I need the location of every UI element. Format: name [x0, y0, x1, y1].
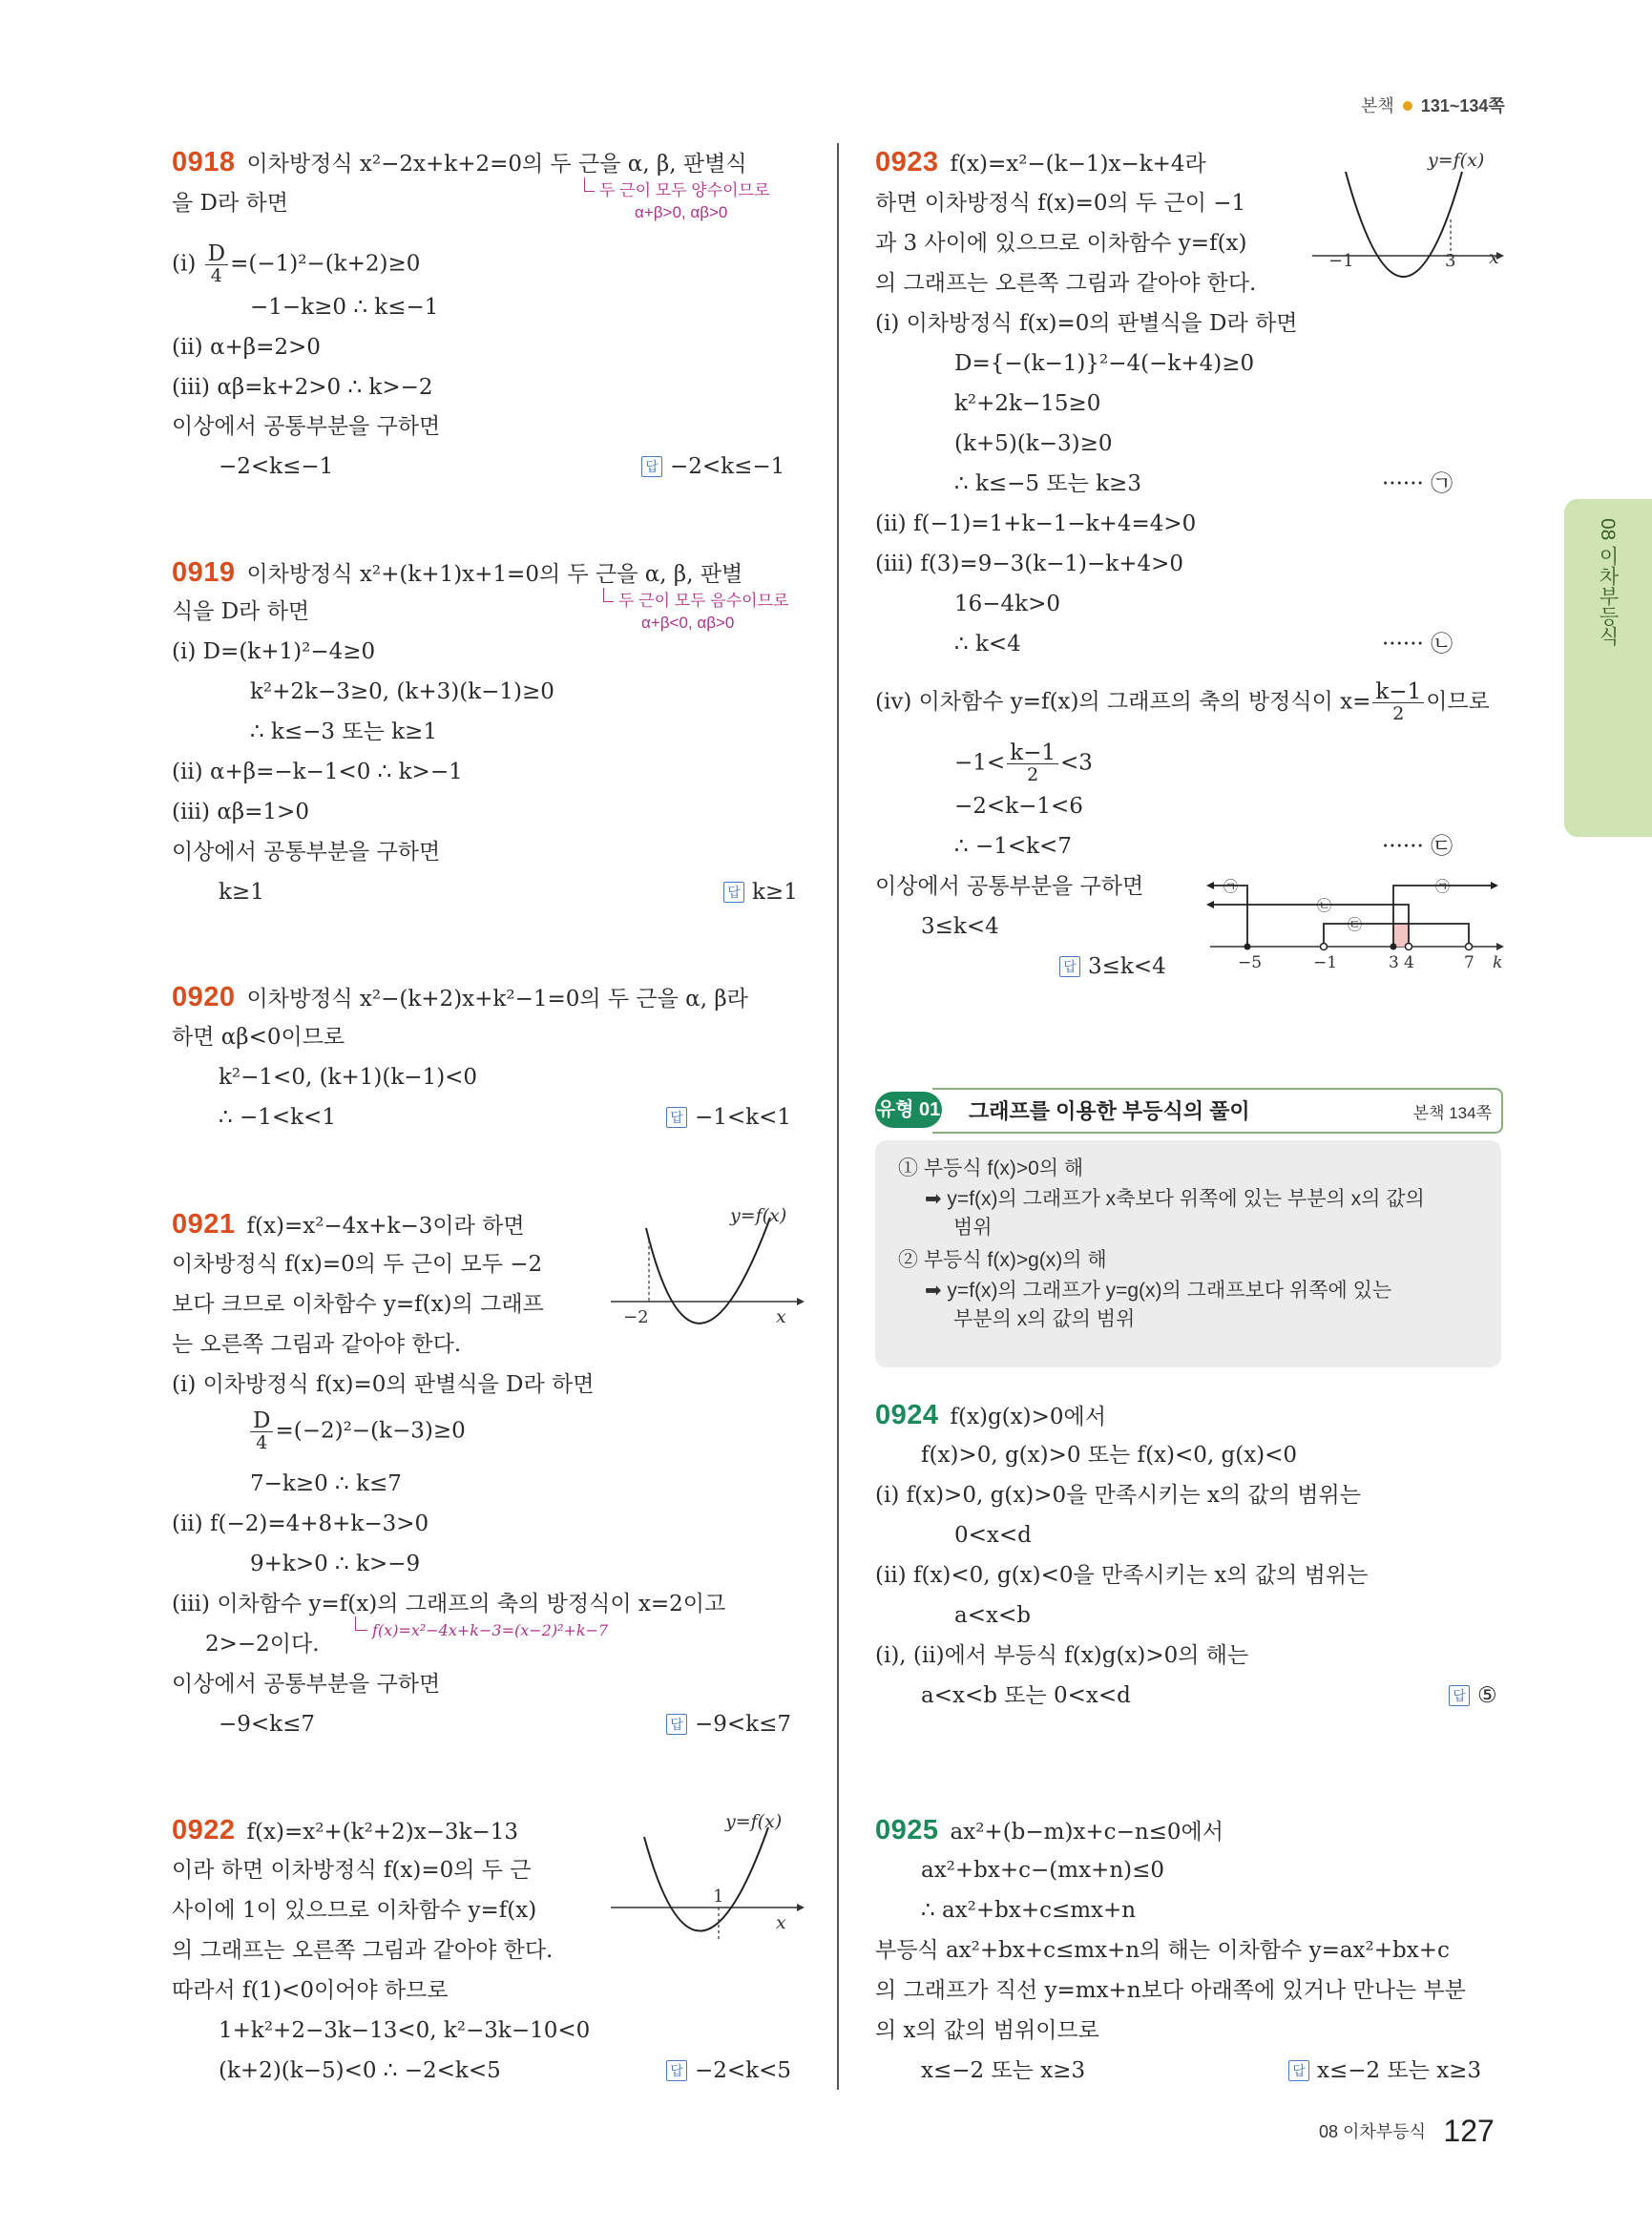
graph-x-label: x — [1489, 247, 1499, 268]
margin-note: α+β>0, αβ>0 — [635, 203, 728, 221]
line: 하면 이차방정식 f(x)=0의 두 근이 −1 — [875, 191, 1246, 216]
concept-box — [875, 1140, 1501, 1367]
number-line-diagram — [1204, 868, 1510, 973]
open-point — [1466, 944, 1473, 950]
axis-arrow-icon — [1496, 943, 1504, 950]
parabola-curve — [644, 1827, 768, 1931]
page-footer — [1319, 2114, 1495, 2149]
line: k²+2k−15≥0 — [954, 391, 1101, 416]
note-bracket — [584, 177, 595, 192]
range-arrow-icon — [1491, 882, 1498, 889]
tick-label: 7 — [1464, 953, 1474, 972]
concept-item: ② 부등식 f(x)>g(x)의 해 — [898, 1249, 1107, 1271]
line: 이상에서 공통부분을 구하면 — [875, 874, 1144, 899]
graph-tick-label: 3 — [1445, 251, 1456, 271]
line: ∴ k≤−3 또는 k≥1 — [250, 719, 437, 744]
problem-number: 0919 — [172, 557, 236, 588]
range-label: ㉢ — [1348, 916, 1363, 933]
page-number: 127 — [1443, 2114, 1495, 2148]
line: 2>−2이다. — [205, 1632, 320, 1657]
line: ∴ k<4 — [954, 632, 1021, 657]
open-point — [1406, 944, 1412, 950]
type-header — [875, 1088, 1501, 1132]
margin-note: f(x)=x²−4x+k−3=(x−2)²+k−7 — [372, 1621, 609, 1639]
line: D={−(k−1)}²−4(−k+4)≥0 — [954, 351, 1255, 376]
concept-detail: 범위 — [953, 1217, 993, 1239]
line: 7−k≥0 ∴ k≤7 — [250, 1471, 402, 1496]
line: 는 오른쪽 그림과 같아야 한다. — [172, 1332, 462, 1357]
ref-prefix: 본책 — [1361, 96, 1394, 115]
parabola-curve — [646, 1218, 770, 1324]
line: ax²+(b−m)x+c−n≤0에서 — [950, 1820, 1223, 1845]
graph-y-label: y=f(x) — [1428, 150, 1485, 171]
concept-detail: ➡ y=f(x)의 그래프가 y=g(x)의 그래프보다 위쪽에 있는 — [925, 1280, 1392, 1302]
tick-label: 3 — [1389, 953, 1399, 972]
type-title: 그래프를 이용한 부등식의 풀이 — [969, 1099, 1250, 1123]
line: ∴ −1<k<1 — [219, 1105, 336, 1130]
line: 의 그래프는 오른쪽 그림과 같아야 한다. — [172, 1938, 554, 1963]
answer-icon: 답 — [1288, 2060, 1309, 2081]
type-badge: 유형 01 — [875, 1092, 942, 1128]
line: (i) f(x)>0, g(x)>0을 만족시키는 x의 값의 범위는 — [875, 1483, 1361, 1508]
concept-item: ① 부등식 f(x)>0의 해 — [898, 1157, 1084, 1179]
line: 이상에서 공통부분을 구하면 — [172, 1672, 441, 1697]
line: (i) D=(k+1)²−4≥0 — [172, 639, 376, 664]
answer-icon: 답 — [641, 456, 662, 477]
line: (k+2)(k−5)<0 ∴ −2<k<5 — [219, 2058, 501, 2083]
range-label: ㉡ — [1317, 897, 1332, 914]
graph-tick-label: −1 — [1328, 251, 1354, 271]
answer-icon: 답 — [1449, 1685, 1470, 1706]
tick-label: k — [1493, 953, 1503, 972]
line: 따라서 f(1)<0이어야 하므로 — [172, 1978, 449, 2003]
line: 이차방정식 f(x)=0의 두 근이 모두 −2 — [172, 1252, 543, 1277]
line: k²−1<0, (k+1)(k−1)<0 — [219, 1065, 478, 1090]
problem-number: 0922 — [172, 1815, 236, 1845]
line: f(x)=x²−4x+k−3이라 하면 — [246, 1214, 525, 1239]
line: 이상에서 공통부분을 구하면 — [172, 414, 441, 439]
line: (iii) αβ=1>0 — [172, 800, 309, 824]
fraction: D 4 — [205, 243, 228, 286]
line: (i), (ii)에서 부등식 f(x)g(x)>0의 해는 — [875, 1643, 1249, 1668]
line: 사이에 1이 있으므로 이차함수 y=f(x) — [172, 1898, 537, 1923]
problem-number: 0923 — [875, 147, 939, 177]
line: (iii) 이차함수 y=f(x)의 그래프의 축의 방정식이 x=2이고 — [172, 1592, 726, 1616]
line: 이차방정식 x²−(k+2)x+k²−1=0의 두 근을 α, β라 — [246, 987, 748, 1011]
answer: 답 −1<k<1 — [666, 1103, 791, 1132]
problem-number: 0920 — [172, 982, 236, 1012]
answer-icon: 답 — [666, 2060, 687, 2081]
line: k²+2k−3≥0, (k+3)(k−1)≥0 — [250, 679, 554, 704]
graph-tick-label: −2 — [623, 1307, 649, 1327]
x-axis-arrow-icon — [797, 1298, 805, 1305]
line: ∴ k≤−5 또는 k≥3 — [954, 471, 1141, 496]
line: (k+5)(k−3)≥0 — [954, 431, 1113, 456]
line: f(x)=x²+(k²+2)x−3k−13 — [246, 1820, 519, 1845]
marker: ······ ㉢ — [1382, 834, 1453, 859]
problem-number: 0921 — [172, 1209, 236, 1240]
line: 과 3 사이에 있으므로 이차함수 y=f(x) — [875, 231, 1247, 256]
line: 보다 크므로 이차함수 y=f(x)의 그래프 — [172, 1292, 544, 1317]
open-point — [1321, 944, 1328, 950]
parabola-graph-0923 — [1307, 143, 1508, 296]
line: 이라 하면 이차방정식 f(x)=0의 두 근 — [172, 1858, 532, 1883]
line: 이상에서 공통부분을 구하면 — [172, 840, 441, 865]
line: 의 x의 값의 범위이므로 — [875, 2018, 1099, 2043]
line: −1−k≥0 ∴ k≤−1 — [250, 295, 439, 320]
graph-x-label: x — [776, 1306, 786, 1327]
x-axis-arrow-icon — [797, 1904, 805, 1911]
line: (ii) α+β=2>0 — [172, 335, 321, 360]
line: 부등식 ax²+bx+c≤mx+n의 해는 이차함수 y=ax²+bx+c — [875, 1938, 1450, 1963]
line: 16−4k>0 — [954, 592, 1061, 616]
graph-y-label: y=f(x) — [725, 1811, 783, 1832]
answer: 답 ⑤ — [1449, 1681, 1497, 1710]
tick-label: 4 — [1404, 953, 1414, 972]
page-reference — [1361, 93, 1505, 117]
graph-tick-label: 1 — [713, 1887, 724, 1907]
line: a<x<b — [954, 1603, 1031, 1628]
closed-point — [1244, 944, 1251, 950]
column-divider — [837, 143, 839, 2090]
line: 1+k²+2−3k−13<0, k²−3k−10<0 — [219, 2018, 591, 2043]
line: 하면 αβ<0이므로 — [172, 1025, 345, 1050]
line: 의 그래프가 직선 y=mx+n보다 아래쪽에 있거나 만나는 부분 — [875, 1978, 1466, 2003]
answer-icon: 답 — [666, 1714, 687, 1735]
concept-detail: 부분의 x의 값의 범위 — [953, 1308, 1136, 1330]
line: 이차방정식 x²−2x+k+2=0의 두 근을 α, β, 판별식 — [246, 152, 747, 177]
tick-label: −5 — [1238, 953, 1263, 972]
line: a<x<b 또는 0<x<d — [921, 1683, 1131, 1708]
line: f(x)>0, g(x)>0 또는 f(x)<0, g(x)<0 — [921, 1443, 1298, 1468]
line: k≥1 — [219, 880, 264, 905]
line: 3≤k<4 — [921, 914, 999, 939]
line: (ii) f(x)<0, g(x)<0을 만족시키는 x의 값의 범위는 — [875, 1563, 1369, 1588]
problem-number: 0924 — [875, 1400, 939, 1430]
concept-detail: ➡ y=f(x)의 그래프가 x축보다 위쪽에 있는 부분의 x의 값의 — [925, 1188, 1425, 1210]
margin-note: 두 근이 모두 양수이므로 — [599, 181, 770, 199]
line: (i) 이차방정식 f(x)=0의 판별식을 D라 하면 — [875, 311, 1298, 336]
line: ∴ −1<k<7 — [954, 834, 1072, 859]
range-line-b — [1214, 905, 1409, 947]
footer-chapter: 08 이차부등식 — [1319, 2122, 1426, 2141]
problem-number: 0925 — [875, 1815, 939, 1845]
line: −2<k−1<6 — [954, 794, 1083, 819]
line: (iii) f(3)=9−3(k−1)−k+4>0 — [875, 552, 1184, 576]
line: ax²+bx+c−(mx+n)≤0 — [921, 1858, 1165, 1883]
fraction: k−1 2 — [1372, 681, 1424, 724]
range-label: ㉠ — [1223, 878, 1239, 895]
ref-pages: 131~134쪽 — [1420, 96, 1505, 115]
note-bracket — [603, 588, 614, 602]
answer: 답 −9<k≤7 — [666, 1710, 791, 1739]
line: (i) 이차방정식 f(x)=0의 판별식을 D라 하면 — [172, 1372, 595, 1397]
chapter-side-tab — [1564, 499, 1652, 837]
line: −9<k≤7 — [219, 1712, 316, 1737]
line: (ii) f(−1)=1+k−1−k+4=4>0 — [875, 511, 1197, 536]
line: x≤−2 또는 x≥3 — [921, 2058, 1086, 2083]
answer-icon: 답 — [723, 882, 744, 903]
line: (ii) f(−2)=4+8+k−3>0 — [172, 1512, 429, 1536]
answer: 답 −2<k<5 — [666, 2056, 791, 2085]
line: f(x)g(x)>0에서 — [950, 1405, 1106, 1429]
line: 의 그래프는 오른쪽 그림과 같아야 한다. — [875, 271, 1257, 296]
range-label: ㉠ — [1435, 878, 1451, 895]
answer: 답 x≤−2 또는 x≥3 — [1288, 2056, 1481, 2085]
line: 9+k>0 ∴ k>−9 — [250, 1552, 421, 1576]
answer: 답 −2<k≤−1 — [641, 452, 784, 481]
answer-icon: 답 — [1059, 956, 1080, 977]
answer: 답 k≥1 — [723, 878, 798, 907]
solution-region — [1393, 924, 1409, 947]
marker: ······ ㉡ — [1382, 632, 1453, 657]
fraction: k−1 2 — [1007, 742, 1058, 785]
marker: ······ ㉠ — [1382, 471, 1453, 496]
line: 이차방정식 x²+(k+1)x+1=0의 두 근을 α, β, 판별 — [246, 562, 743, 587]
closed-point — [1391, 944, 1397, 950]
graph-y-label: y=f(x) — [730, 1205, 787, 1226]
chapter-tab-label: 08 이차부등식 — [1597, 518, 1619, 647]
line: −2<k≤−1 — [219, 454, 334, 479]
graph-x-label: x — [776, 1912, 786, 1933]
problem-number: 0918 — [172, 147, 236, 177]
type-reference: 본책 134쪽 — [1412, 1104, 1492, 1122]
ref-dot-icon — [1403, 101, 1412, 111]
margin-note: α+β<0, αβ>0 — [641, 614, 735, 632]
parabola-graph-0922 — [606, 1810, 811, 1963]
line: (ii) α+β=−k−1<0 ∴ k>−1 — [172, 760, 463, 784]
line: (iii) αβ=k+2>0 ∴ k>−2 — [172, 375, 433, 400]
margin-note: 두 근이 모두 음수이므로 — [618, 592, 789, 610]
line: 식을 D라 하면 — [172, 599, 310, 624]
answer: 답 3≤k<4 — [1059, 952, 1166, 981]
line: f(x)=x²−(k−1)x−k+4라 — [950, 152, 1206, 177]
fraction: D 4 — [250, 1410, 273, 1453]
line: ∴ ax²+bx+c≤mx+n — [921, 1898, 1137, 1923]
line: 0<x<d — [954, 1523, 1032, 1548]
tick-label: −1 — [1313, 953, 1338, 972]
line: 을 D라 하면 — [172, 191, 288, 216]
case-label: (i) — [172, 251, 197, 277]
range-arrow-icon — [1206, 882, 1214, 889]
parabola-graph-0921 — [606, 1204, 811, 1357]
note-bracket — [355, 1616, 367, 1631]
answer-icon: 답 — [666, 1107, 687, 1128]
range-arrow-icon — [1206, 901, 1214, 908]
